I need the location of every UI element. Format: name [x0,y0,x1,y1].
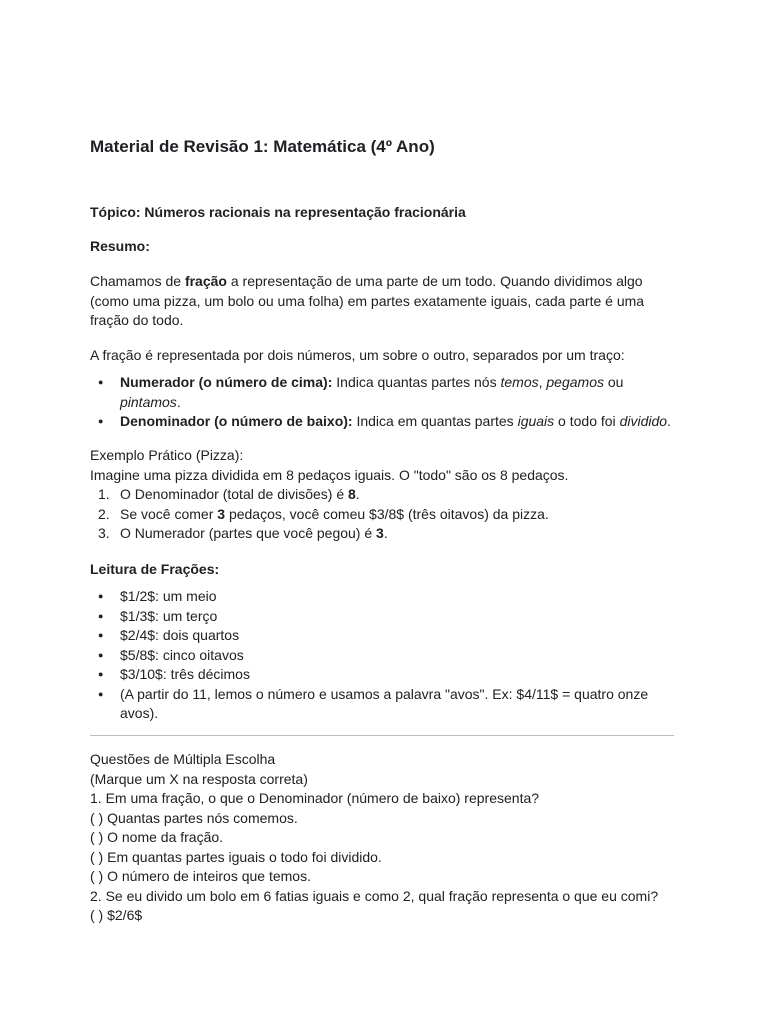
definition-text: Indica quantas partes nós [332,374,501,390]
list-item: ● $3/10$: três décimos [90,665,650,685]
list-item [90,505,674,525]
step-bold: 3 [376,525,384,541]
definition-text: ou [603,374,624,390]
definition-italic: pegamos [546,374,604,390]
answer-option: ( ) $2/6$ [90,907,143,923]
question-1: 1. Em uma fração, o que o Denominador (número de baixo) representa? [90,790,540,806]
definition-text: o todo foi [554,413,620,429]
example-heading: Exemplo Prático (Pizza): [90,447,244,463]
step-text: O Numerador (partes que você pegou) é [120,525,377,541]
section-divider [90,735,674,736]
list-item: ● (A partir do 11, lemos o número e usamos a palavra "avos". Ex: $4/11$ = quatro onze avos). [90,685,650,724]
list-item: ● $5/8$: cinco oitavos [90,646,650,666]
example-intro: Imagine uma pizza dividida em 8 pedaços iguais. O "todo" são os 8 pedaços. [90,466,569,483]
list-item [90,524,674,544]
step-text: Se você comer [120,505,218,522]
step-number: 1. [98,486,110,502]
definition-italic: dividido [619,413,668,429]
step-number: 2. [98,505,110,522]
definition-text: . [667,413,671,429]
intro-text-2: a representação de uma parte de um todo. Quando dividimos algo (como uma pizza, um bolo ou uma folha) em partes exatamente iguais, cada parte é uma fração do todo. [90,273,645,328]
list-item [90,373,674,412]
intro-text-1: Chamamos de [90,273,185,289]
definition-italic: temos [500,374,539,390]
list-item: ● $2/4$: dois quartos [90,626,650,646]
page-title: Material de Revisão 1: Matemática (4º Ano) [90,137,435,156]
representation-paragraph: A fração é representada por dois números, um sobre o outro, separados por um traço: [90,347,625,363]
step-text: . [355,486,360,502]
answer-option: ( ) O nome da fração. [90,829,224,845]
resumo-heading: Resumo: [90,238,150,254]
intro-bold-term: fração [184,273,227,289]
answer-option: ( ) Em quantas partes iguais o todo foi dividido. [90,848,382,865]
definition-text: Indica em quantas partes [352,413,518,429]
list-item [90,485,674,505]
step-number: 3. [98,525,110,541]
example-steps [90,485,674,544]
step-text: . [383,525,388,541]
intro-paragraph [90,272,674,331]
answer-option: ( ) O número de inteiros que temos. [90,868,311,884]
step-bold: 3 [217,505,226,522]
readings-heading: Leitura de Frações: [90,561,220,577]
definition-term: Numerador (o número de cima): [120,374,333,390]
questions-section [90,750,674,926]
definition-text: , [538,374,547,390]
definitions-list [90,373,674,432]
question-2: 2. Se eu divido um bolo em 6 fatias iguais e como 2, qual fração representa o que eu comi? [90,887,659,904]
step-text: O Denominador (total de divisões) é [120,486,348,502]
list-item: ● $1/2$: um meio [90,587,650,607]
definition-italic: iguais [517,413,555,429]
example-section [90,446,674,544]
list-item [90,412,674,432]
step-bold: 8 [348,486,356,502]
topic-line: Tópico: Números racionais na representação fracionária [90,204,466,220]
questions-instruction: (Marque um X na resposta correta) [90,770,308,787]
definition-text: . [176,393,181,410]
answer-option: ( ) Quantas partes nós comemos. [90,809,298,826]
step-text: pedaços, você comeu $3/8$ (três oitavos) da pizza. [225,505,549,522]
definition-italic: pintamos [120,393,177,410]
readings-list [90,587,650,724]
definition-term: Denominador (o número de baixo): [120,413,353,429]
list-item: ● $1/3$: um terço [90,607,650,627]
questions-heading: Questões de Múltipla Escolha [90,751,276,767]
